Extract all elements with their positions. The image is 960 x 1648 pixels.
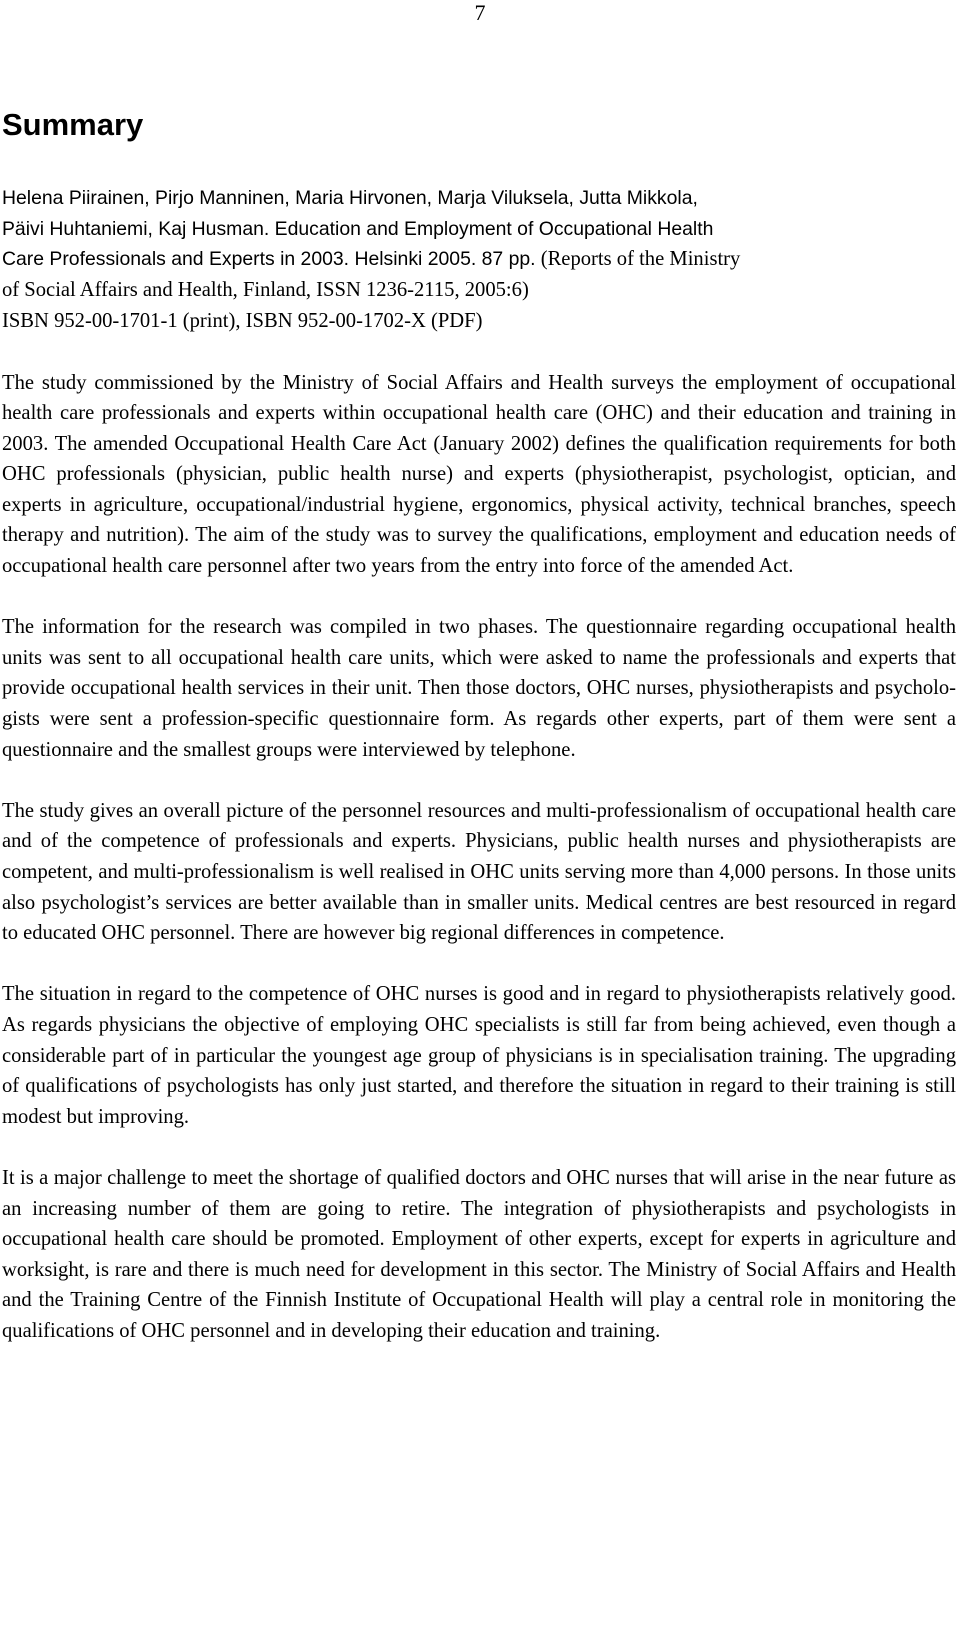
citation-series-part-1: (Reports of the Ministry [535, 248, 741, 271]
paragraph-overall-picture: The study gives an overall picture of the personnel resources and multi-professionalism of occupational health care and of the competence of professionals and experts. Physicians, public health nurses and physiotherapists are competent, and multi-professionalism is well realised in OHC units serving more than 4,000 persons. In those units also psychologist’s services are better available than in smaller units. Medical centres are best resourced in regard to educated OHC personnel. There are however big regional differences in competence. [2, 799, 956, 945]
page-number: 7 [474, 0, 486, 25]
citation-series-line-2: of Social Affairs and Health, Finland, ISSN 1236-2115, 2005:6) [2, 279, 529, 302]
paragraph-major-challenge: It is a major challenge to meet the shortage of qualified doctors and OHC nurses that will arise in the near future as an increasing number of them are going to retire. The integration of physiotherapists and psychologists in occupational health care should be promoted. Employment of other experts, except for experts in agriculture and worksight, is rare and there is much need for development in this sector. The Ministry of Social Affairs and Health and the Training Centre of the Finnish Institute of Occupational Health will play a central role in monitoring the qualifications of OHC personnel and in developing their education and training. [2, 1166, 956, 1342]
citation-block [2, 183, 956, 337]
citation-authors-line-1: Helena Piirainen, Pirjo Manninen, Maria Hirvonen, Marja Viluksela, Jutta Mikkola, [2, 187, 698, 209]
summary-body [2, 183, 956, 1347]
citation-authors-line-2: Päivi Huhtaniemi, Kaj Husman. Education and Employment of Occupational Health [2, 217, 714, 240]
citation-title-line: Care Professionals and Experts in 2003. Helsinki 2005. 87 pp. [2, 248, 536, 271]
paragraph-research-phases: The information for the research was compiled in two phases. The questionnaire regarding occupational health units was sent to all occupational health care units, which were asked to name the professionals and experts that provide occupational health services in their unit. Then those doctors, OHC nurses, physiotherapists and psychologists were sent a profession-specific questionnaire form. As regards other experts, part of them were sent a questionnaire and the smallest groups were interviewed by telephone. [2, 616, 956, 761]
citation-isbn-line: ISBN 952-00-1701-1 (print), ISBN 952-00-1702-X (PDF) [2, 309, 483, 332]
paragraph-competence-situation: The situation in regard to the competence of OHC nurses is good and in regard to physiotherapists relatively good. As regards physicians the objective of employing OHC specialists is still far from being achieved, even though a considerable part of in particular the youngest age group of physicians is in specialisation training. The upgrading of qualifications of psychologists has only just started, and therefore the situation in regard to their training is still modest but improving. [2, 983, 956, 1128]
paragraph-study-overview: The study commissioned by the Ministry of Social Affairs and Health surveys the employment of occupational health care professionals and experts within occupational health care (OHC) and their education and training in 2003. The amended Occupational Health Care Act (January 2002) defines the qualification requirements for both OHC professionals (physician, public health nurse) and experts (physiotherapist, psychologist, optician, and experts in agriculture, occupational/industrial hygiene, ergonomics, physical activity, technical branches, speech therapy and nutrition). The aim of the study was to survey the qualifications, employment and education needs of occupational health care personnel after two years from the entry into force of the amended Act. [2, 371, 956, 578]
page-title: Summary [2, 107, 144, 142]
